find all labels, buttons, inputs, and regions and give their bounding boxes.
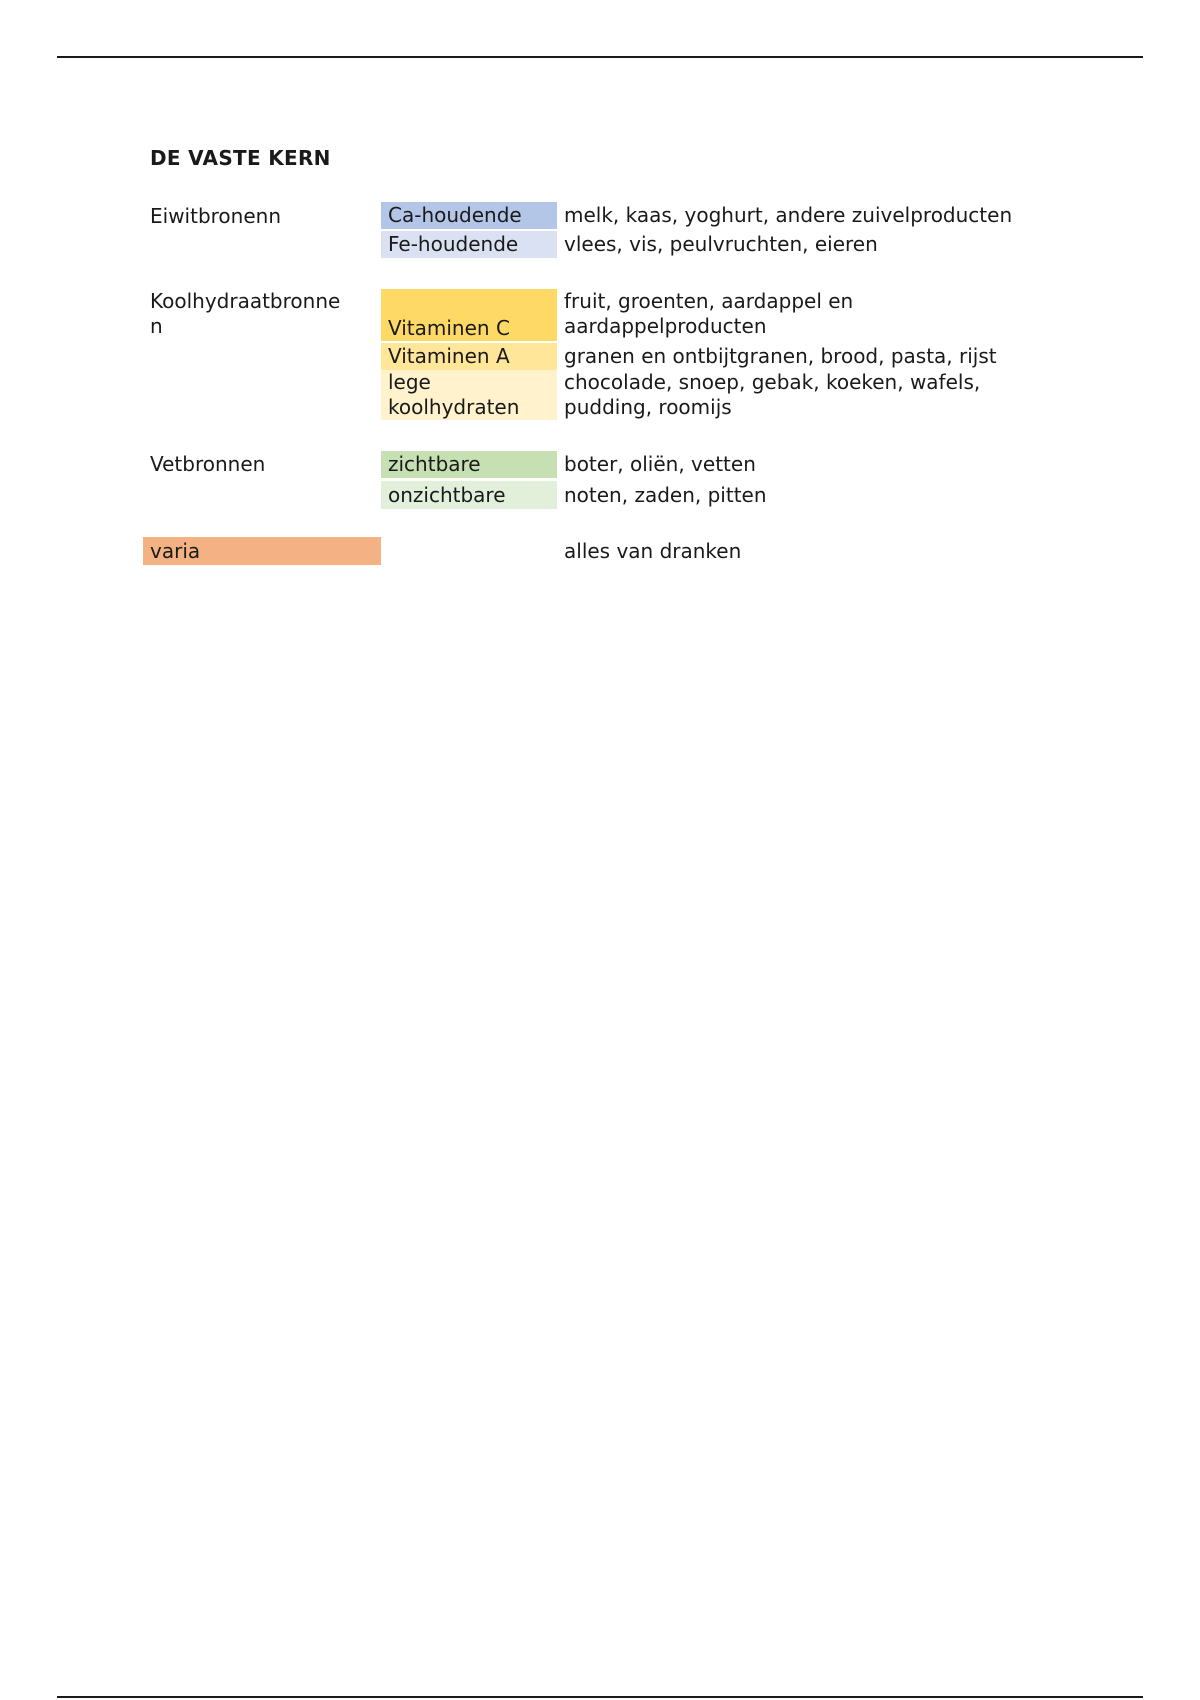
subcategory-vitaminen-c xyxy=(381,289,557,341)
subcategory-fe-houdende: Fe-houdende xyxy=(381,231,557,258)
group-label-vet: Vetbronnen xyxy=(150,452,266,476)
group-label-koolhydraat-line2: n xyxy=(150,314,163,338)
footer-rule xyxy=(57,1696,1143,1698)
subcategory-lege-koolhydraten-line2: koolhydraten xyxy=(388,395,520,419)
description-vitaminen-c-line1: fruit, groenten, aardappel en xyxy=(564,289,854,313)
description-fe-houdende: vlees, vis, peulvruchten, eieren xyxy=(564,232,878,256)
subcategory-zichtbare: zichtbare xyxy=(381,451,557,478)
page-title: DE VASTE KERN xyxy=(150,146,331,170)
description-onzichtbare: noten, zaden, pitten xyxy=(564,483,767,507)
subcategory-onzichtbare: onzichtbare xyxy=(381,481,557,509)
subcategory-lege-koolhydraten xyxy=(381,370,557,420)
description-varia: alles van dranken xyxy=(564,539,742,563)
group-label-eiwit: Eiwitbronenn xyxy=(150,204,281,228)
description-lege-koolhydraten-line2: pudding, roomijs xyxy=(564,395,732,419)
group-label-koolhydraat xyxy=(150,289,380,339)
description-lege-koolhydraten-line1: chocolade, snoep, gebak, koeken, wafels, xyxy=(564,370,981,394)
group-label-koolhydraat-line1: Koolhydraatbronne xyxy=(150,289,341,313)
header-rule xyxy=(57,56,1143,58)
group-label-varia: varia xyxy=(143,537,381,565)
subcategory-lege-koolhydraten-line1: lege xyxy=(388,370,431,394)
description-vitaminen-a: granen en ontbijtgranen, brood, pasta, rijst xyxy=(564,344,997,368)
subcategory-vitaminen-a: Vitaminen A xyxy=(381,343,557,370)
description-vitaminen-c-line2: aardappelproducten xyxy=(564,314,767,338)
subcategory-vitaminen-c-label: Vitaminen C xyxy=(388,316,510,340)
description-ca-houdende: melk, kaas, yoghurt, andere zuivelproducten xyxy=(564,203,1013,227)
description-zichtbare: boter, oliën, vetten xyxy=(564,452,756,476)
description-lege-koolhydraten xyxy=(564,370,1084,420)
description-vitaminen-c xyxy=(564,289,1084,339)
subcategory-ca-houdende: Ca-houdende xyxy=(381,202,557,229)
